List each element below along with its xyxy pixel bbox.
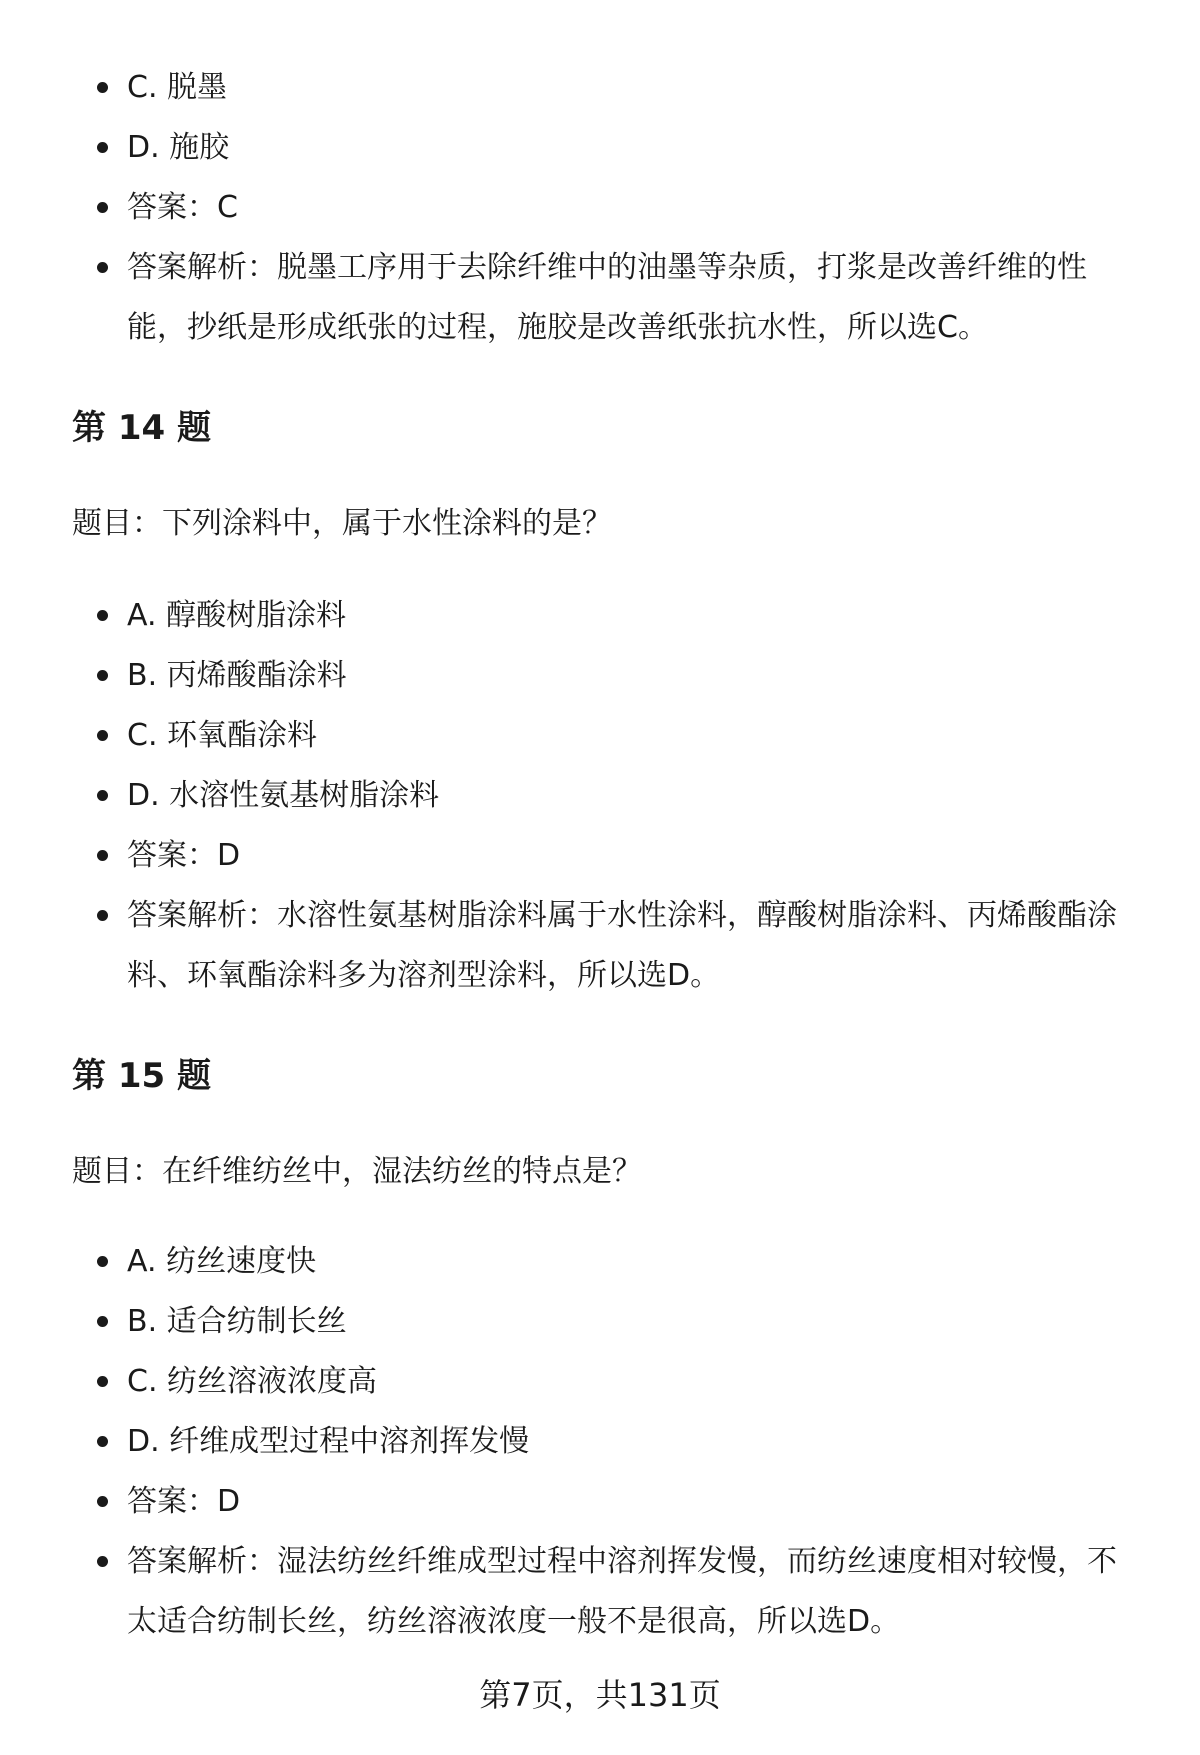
option-d: D. 纤维成型过程中溶剂挥发慢 [127,1412,1137,1472]
option-c: C. 环氧酯涂料 [127,706,1137,766]
answer: 答案：D [127,826,1137,886]
answer-explanation: 答案解析：脱墨工序用于去除纤维中的油墨等杂质，打浆是改善纤维的性能，抄纸是形成纸张的过程，施胶是改善纸张抗水性，所以选C。 [127,238,1137,358]
question-15-heading: 第 15 题 [72,1056,211,1096]
answer-explanation: 答案解析：水溶性氨基树脂涂料属于水性涂料，醇酸树脂涂料、丙烯酸酯涂料、环氧酯涂料多为溶剂型涂料，所以选D。 [127,886,1137,1006]
answer: 答案：C [127,178,1137,238]
page-number: 第7页，共131页 [479,1676,721,1714]
option-d: D. 水溶性氨基树脂涂料 [127,766,1137,826]
answer-explanation: 答案解析：湿法纺丝纤维成型过程中溶剂挥发慢，而纺丝速度相对较慢，不太适合纺制长丝，纺丝溶液浓度一般不是很高，所以选D。 [127,1532,1137,1652]
option-d: D. 施胶 [127,118,1137,178]
option-a: A. 纺丝速度快 [127,1232,1137,1292]
question-14-prompt: 题目：下列涂料中，属于水性涂料的是？ [72,506,612,541]
answer: 答案：D [127,1472,1137,1532]
option-b: B. 丙烯酸酯涂料 [127,646,1137,706]
option-c: C. 脱墨 [127,58,1137,118]
option-b: B. 适合纺制长丝 [127,1292,1137,1352]
question-15-prompt: 题目：在纤维纺丝中，湿法纺丝的特点是？ [72,1154,642,1189]
option-a: A. 醇酸树脂涂料 [127,586,1137,646]
option-c: C. 纺丝溶液浓度高 [127,1352,1137,1412]
question-14-heading: 第 14 题 [72,408,211,448]
